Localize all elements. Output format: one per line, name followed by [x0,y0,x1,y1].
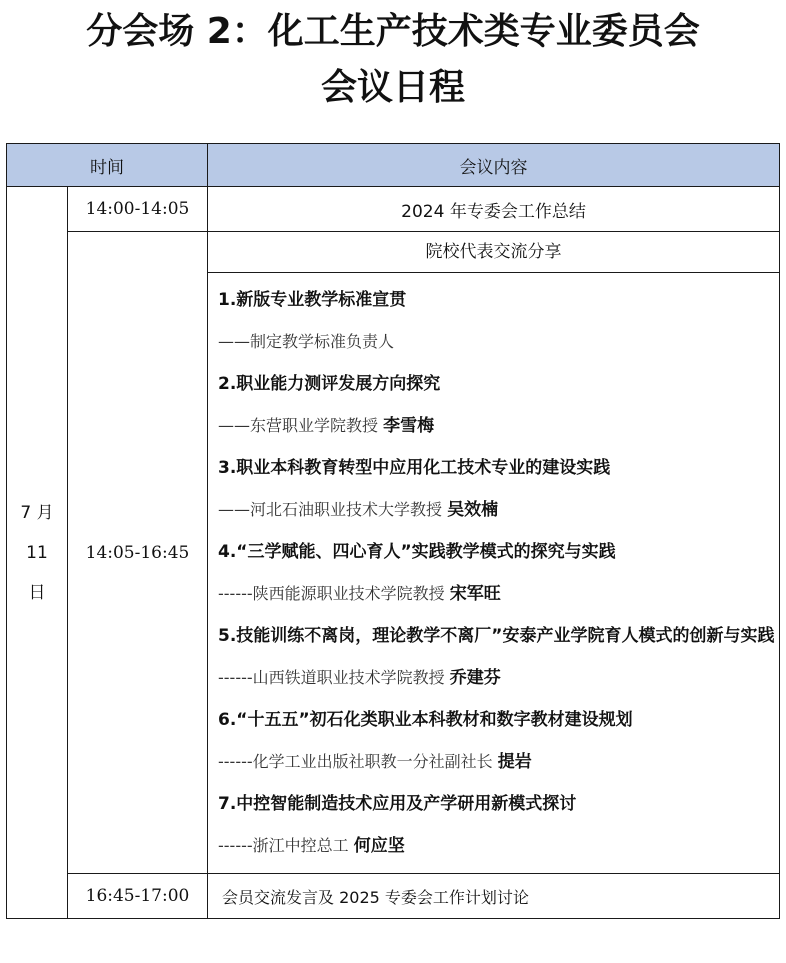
date-cell [7,187,68,919]
page-title: 分会场 2：化工生产技术类专业委员会 [86,11,700,52]
page-subtitle: 会议日程 [320,67,465,108]
speaker-name: 李雪梅 [383,416,435,436]
speaker-name: 何应坚 [353,836,405,856]
speaker-name: 宋军旺 [449,584,501,604]
time-cell: 16:45-17:00 [68,874,208,919]
date-day: 11 [26,542,48,563]
agenda-item-speaker: ——河北石油职业技术大学教授 吴效楠 [218,500,499,520]
agenda-item-speaker: ——制定教学标准负责人 [218,332,395,351]
date-month: 7 月 [20,502,54,523]
content-cell: 2024 年专委会工作总结 [208,187,780,232]
agenda-item-title: 4.“三学赋能、四心育人”实践教学模式的探究与实践 [218,542,616,562]
agenda-item-speaker: ------化学工业出版社职教一分社副社长 提岩 [218,752,532,772]
content-cell [208,232,780,874]
header-content: 会议内容 [208,144,780,187]
content-cell: 会员交流发言及 2025 专委会工作计划讨论 [208,874,780,919]
agenda-item-speaker: ——东营职业学院教授 李雪梅 [218,416,435,436]
agenda-item-title: 6.“十五五”初石化类职业本科教材和数字教材建设规划 [218,710,633,730]
speaker-name: 吴效楠 [447,500,499,520]
agenda-item-speaker: ------浙江中控总工 何应坚 [218,836,405,856]
agenda-item-title: 7.中控智能制造技术应用及产学研用新模式探讨 [218,794,577,814]
agenda-list [208,273,779,873]
table-row [7,874,780,919]
agenda-item-speaker: ------陕西能源职业技术学院教授 宋军旺 [218,584,501,604]
table-row [7,187,780,232]
time-cell: 14:00-14:05 [68,187,208,232]
section-header: 院校代表交流分享 [208,232,779,273]
speaker-name: 提岩 [497,752,532,772]
speaker-name: 乔建芬 [449,668,501,688]
agenda-item-title: 3.职业本科教育转型中应用化工技术专业的建设实践 [218,458,611,478]
agenda-item-title: 5.技能训练不离岗，理论教学不离厂”安泰产业学院育人模式的创新与实践 [218,626,775,646]
agenda-item-title: 2.职业能力测评发展方向探究 [218,374,441,394]
schedule-table [6,143,780,919]
agenda-item-speaker: ------山西铁道职业技术学院教授 乔建芬 [218,668,501,688]
header-time: 时间 [7,144,208,187]
time-cell: 14:05-16:45 [68,232,208,874]
agenda-item-title: 1.新版专业教学标准宣贯 [218,290,407,310]
date-suffix: 日 [28,582,46,603]
header-row [7,144,780,187]
table-row [7,232,780,874]
